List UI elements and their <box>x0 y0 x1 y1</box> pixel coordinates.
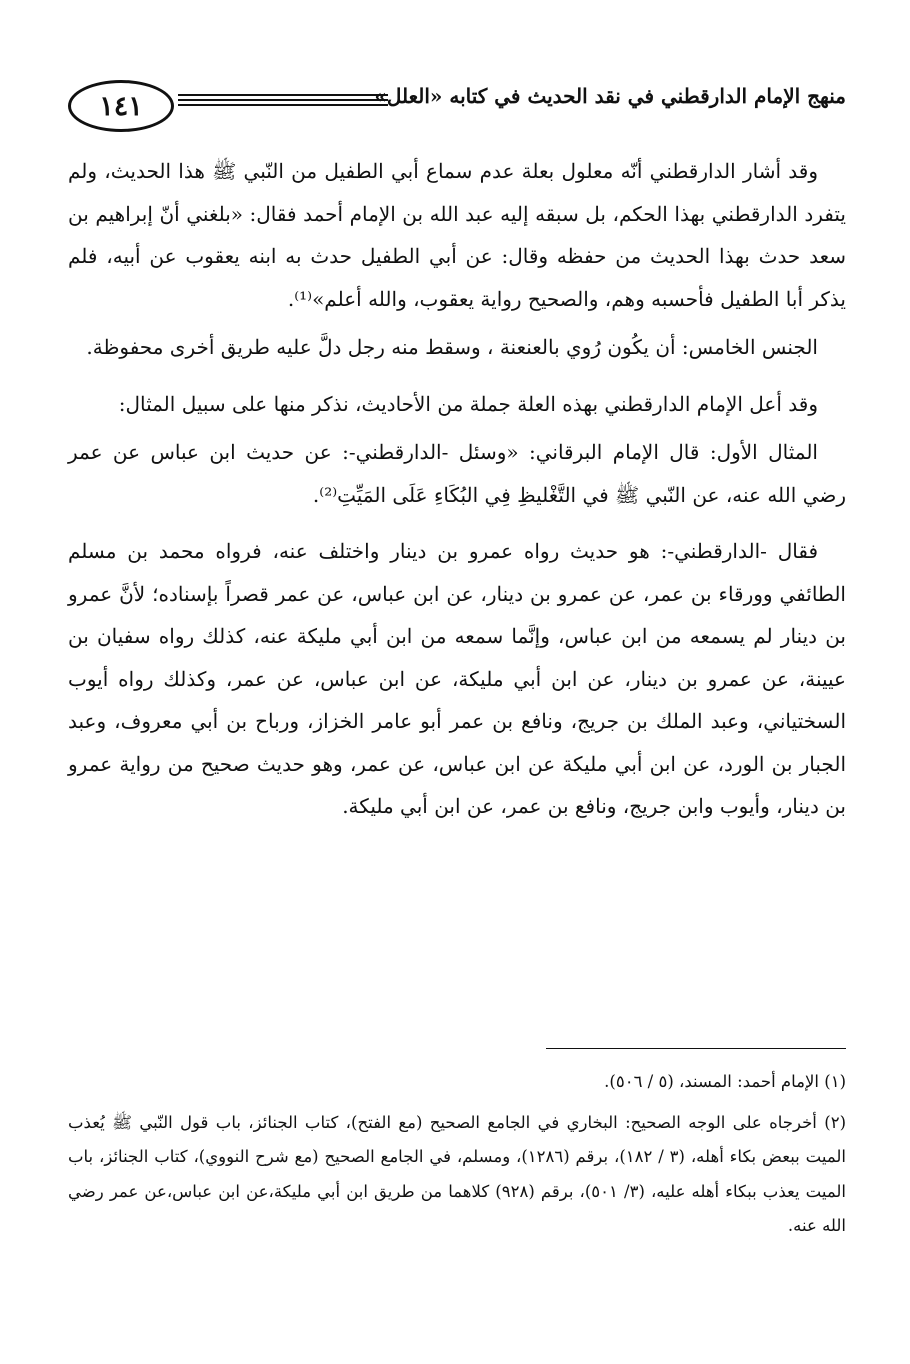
paragraph: فقال -الدارقطني-: هو حديث رواه عمرو بن دينار واختلف عنه، فرواه محمد بن مسلم الطائفي وورقاء بن عمر، عن عمرو بن دينار، عن ابن عباس، عن عمر قصراً بإسناده؛ لأنَّ عمرو بن دينار لم يسمعه من ابن عباس، وإنَّما سمعه من ابن أبي مليكة عنه، كذلك رواه سفيان بن عيينة، عن عمرو بن دينار، عن ابن أبي مليكة، عن ابن عباس، عن عمر، وكذلك رواه أيوب السختياني، وعبد الملك بن جريج، ونافع بن عمر أبو عامر الخزاز، ورباح بن أبي معروف، وعبد الجبار بن الورد، عن ابن أبي مليكة عن ابن عباس، عن عمر، وهو حديث صحيح من رواية عمرو بن دينار، وأيوب وابن جريج، ونافع بن عمر، عن ابن أبي مليكة. <box>68 539 847 818</box>
footnotes <box>68 1065 846 1250</box>
header-rule <box>178 94 388 112</box>
paragraph: الجنس الخامس: أن يكُون رُوي بالعنعنة ، وسقط منه رجل دلَّ عليه طريق أخرى محفوظة. <box>86 335 818 359</box>
paragraph: وقد أعل الإمام الدارقطني بهذه العلة جملة من الأحاديث، نذكر منها على سبيل المثال: <box>118 391 818 416</box>
footnote: (١) الإمام أحمد: المسند، (٥ / ٥٠٦). <box>604 1072 846 1091</box>
page-header <box>68 70 846 140</box>
paragraph: المثال الأول: قال الإمام البرقاني: «وسئل -الدارقطني-: عن حديث ابن عباس عن عمر رضي الله عنه، عن النّبي ﷺ في التَّغْليظِ فِي البُكَاءِ عَلَى المَيِّتِ⁽²⁾. <box>68 440 846 507</box>
footnote-separator <box>546 1048 846 1049</box>
paragraph: وقد أشار الدارقطني أنّه معلول بعلة عدم سماع أبي الطفيل من النّبي ﷺ هذا الحديث، ولم يتفرد الدارقطني بهذا الحكم، بل سبقه إليه عبد الله بن الإمام أحمد فقال: «بلغني أنّ إبراهيم بن سعد حدث بهذا الحديث من حفظه وقال: عن أبي الطفيل حدث به ابنه يعقوب عن أبيه، فلم يذكر أبا الطفيل فأحسبه وهم، والصحيح رواية يعقوب، والله أعلم»⁽¹⁾. <box>68 159 846 311</box>
page-number: ١٤١ <box>68 80 174 132</box>
running-title: منهج الإمام الدارقطني في نقد الحديث في كتابه «العلل» <box>374 84 846 108</box>
main-text <box>68 150 846 842</box>
footnote: (٢) أخرجاه على الوجه الصحيح: البخاري في الجامع الصحيح (مع الفتح)، كتاب الجنائز، باب قول النّبي ﷺ يُعذب الميت ببعض بكاء أهله، (٣ / ١٨٢)، برقم (١٢٨٦)، ومسلم، في الجامع الصحيح (مع شرح النووي)، كتاب الجنائز، باب الميت يعذب ببكاء أهله عليه، (٣/ ٥٠١)، برقم (٩٢٨) كلاهما من طريق ابن أبي مليكة،عن ابن عباس،عن عمر رضي الله عنه. <box>68 1112 846 1235</box>
